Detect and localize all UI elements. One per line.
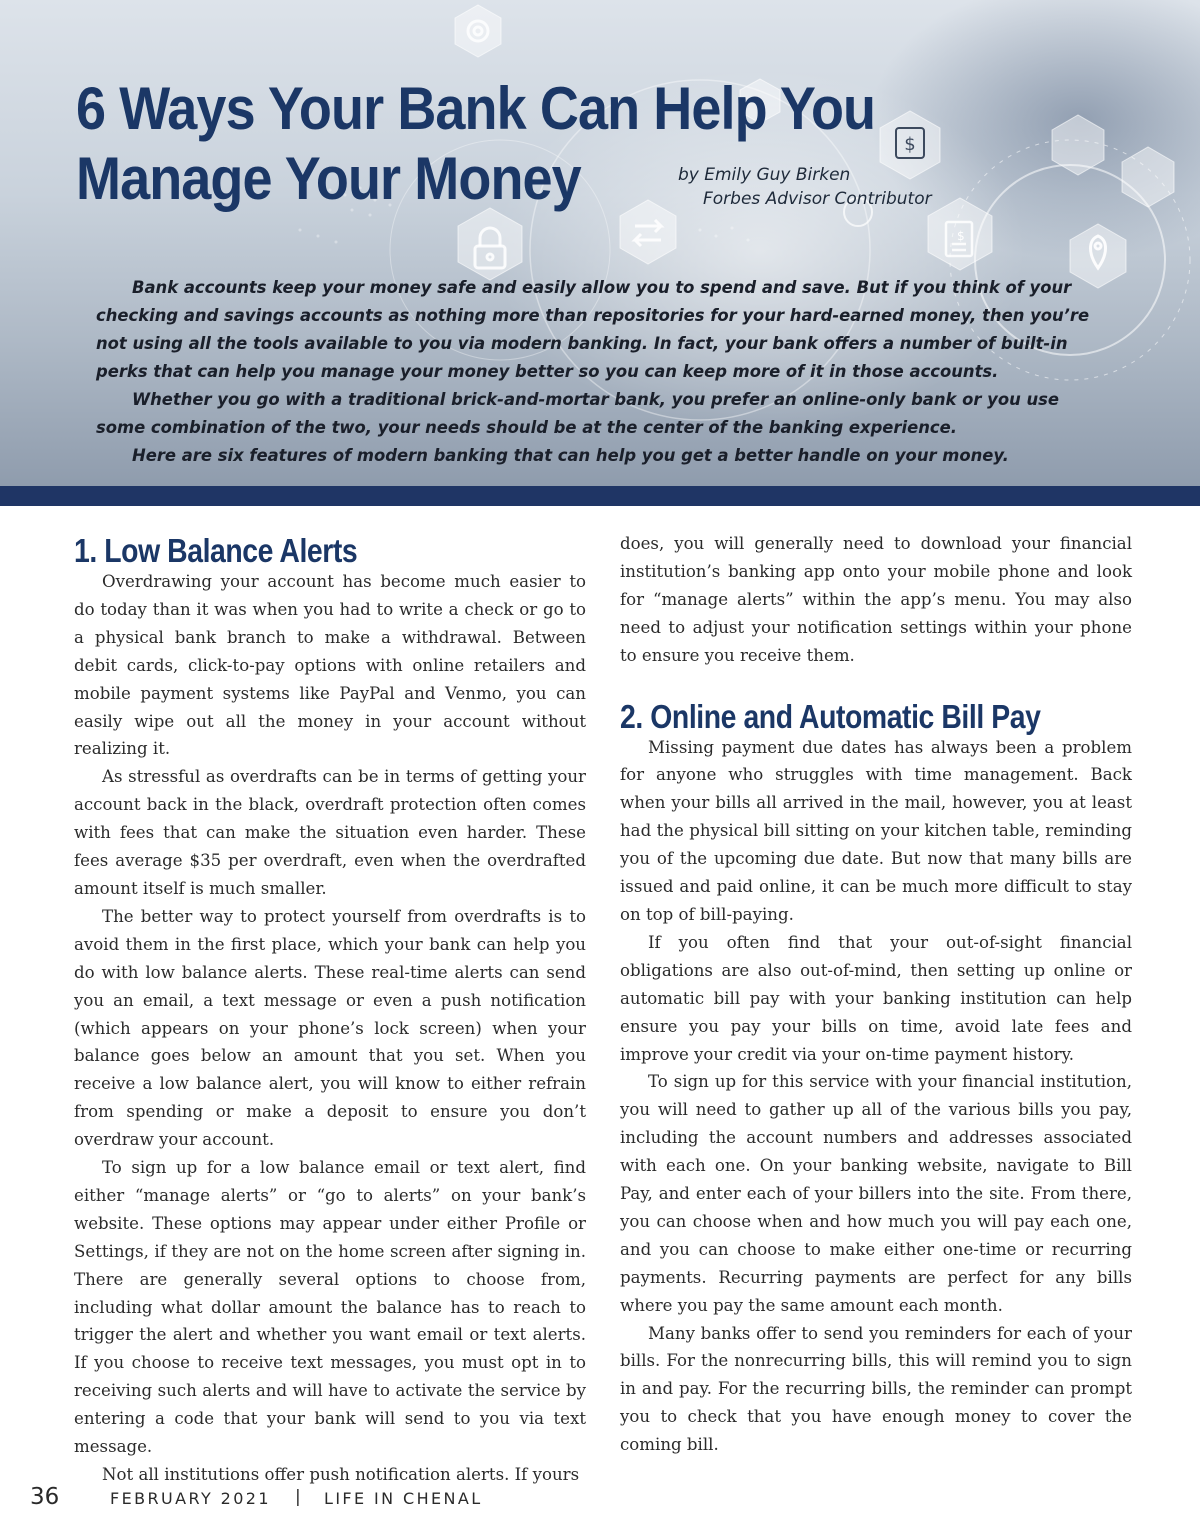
footer-separator: | [295, 1487, 301, 1507]
section-1-heading: 1. Low Balance Alerts [74, 532, 358, 569]
section-2-heading: 2. Online and Automatic Bill Pay [620, 697, 1041, 735]
svg-text:$: $ [904, 134, 916, 155]
hexagon-shape [1122, 147, 1174, 207]
column-right [620, 530, 1132, 1459]
body-paragraph: To sign up for this service with your financial institution, you will need to gather up all of the various bills you pay, including the account numbers and addresses associated with each one. On your banking website, navigate to Bill Pay, and enter each of your billers into the site. From there, you can choose when and how much you will pay each one, and you can choose to make either one-time or recurring payments. Recurring payments are perfect for any bills where you pay the same amount each month. [620, 1072, 1132, 1315]
body-paragraph: Missing payment due dates has always been a problem for anyone who struggles with time management. Back when your bills all arrived in the mail, however, you at least had the physical bill sitting on your kitchen table, reminding you of the upcoming due date. But now that many bills are issued and paid online, it can be much more difficult to stay on top of bill-paying. [620, 737, 1132, 924]
body-paragraph: As stressful as overdrafts can be in terms of getting your account back in the black, overdraft protection often comes with fees that can make the situation even harder. These fees average $35 per overdraft, even when the overdrafted amount itself is much smaller. [74, 767, 586, 898]
byline [678, 163, 932, 211]
intro-paragraph: Here are six features of modern banking that can help you get a better handle on your money. [132, 446, 1009, 465]
column-left [74, 530, 586, 1489]
body-paragraph: Not all institutions offer push notification alerts. If yours [102, 1465, 580, 1484]
body-paragraph-continued: does, you will generally need to download your financial institution’s banking app onto your mobile phone and look for “manage alerts” within the app’s menu. You may also need to adjust your notification settings within your phone to ensure you receive them. [620, 534, 1132, 665]
body-paragraph: Overdrawing your account has become much easier to do today than it was when you had to write a check or go to a physical bank branch to make a withdrawal. Between debit cards, click-to-pay options with online retailers and mobile payment systems like PayPal and Venmo, you can easily wipe out all the money in your account without realizing it. [74, 572, 586, 759]
page-footer [30, 1484, 730, 1520]
author-role: Forbes Advisor Contributor [703, 189, 932, 209]
page-number: 36 [30, 1484, 60, 1510]
header-banner [0, 0, 1200, 486]
intro-paragraph: Bank accounts keep your money safe and easily allow you to spend and save. But if you think of your checking and savings accounts as nothing more than repositories for your hard-earned money, then you’re not using all the tools available to you via modern banking. In fact, your bank offers a number of built-in perks that can help you manage your money better so you can keep more of it in those accounts. [96, 278, 1090, 381]
magazine-name: LIFE IN CHENAL [324, 1489, 483, 1508]
hexagon-shape [455, 5, 501, 57]
body-paragraph: To sign up for a low balance email or text alert, find either “manage alerts” or “go to alerts” on your bank’s website. These options may appear under either Profile or Settings, if they are not on the home screen after signing in. There are generally several options to choose from, including what dollar amount the balance has to reach to trigger the alert and whether you want email or text alerts. If you choose to receive text messages, you must opt in to receiving such alerts and will have to activate the service by entering a code that your bank will send to you via text message. [74, 1158, 586, 1457]
author-name: by Emily Guy Birken [678, 165, 851, 185]
divider-bar [0, 486, 1200, 506]
body-paragraph: Many banks offer to send you reminders for each of your bills. For the nonrecurring bills, this will remind you to sign in and pay. For the recurring bills, the reminder can prompt you to check that you have enough money to cover the coming bill. [620, 1323, 1132, 1455]
title-line-1: 6 Ways Your Bank Can Help You [76, 75, 876, 142]
intro-text [96, 274, 1096, 470]
title-line-2: Manage Your Money [76, 145, 581, 212]
intro-paragraph: Whether you go with a traditional brick-and-mortar bank, you prefer an online-only bank or you use some combination of the two, your needs should be at the center of the banking experience. [96, 390, 1060, 437]
issue-date: FEBRUARY 2021 [110, 1489, 271, 1508]
svg-text:$: $ [957, 229, 965, 243]
body-paragraph: If you often find that your out-of-sight financial obligations are also out-of-mind, then setting up online or automatic bill pay with your banking institution can help ensure you pay your bills on time, avoid late fees and improve your credit via your on-time payment history. [620, 932, 1132, 1064]
body-paragraph: The better way to protect yourself from overdrafts is to avoid them in the first place, which your bank can help you do with low balance alerts. These real-time alerts can send you an email, a text message or even a push notification (which appears on your phone’s lock screen) when your balance goes below an amount that you set. When you receive a low balance alert, you will know to either refrain from spending or make a deposit to ensure you don’t overdraw your account. [74, 906, 586, 1150]
